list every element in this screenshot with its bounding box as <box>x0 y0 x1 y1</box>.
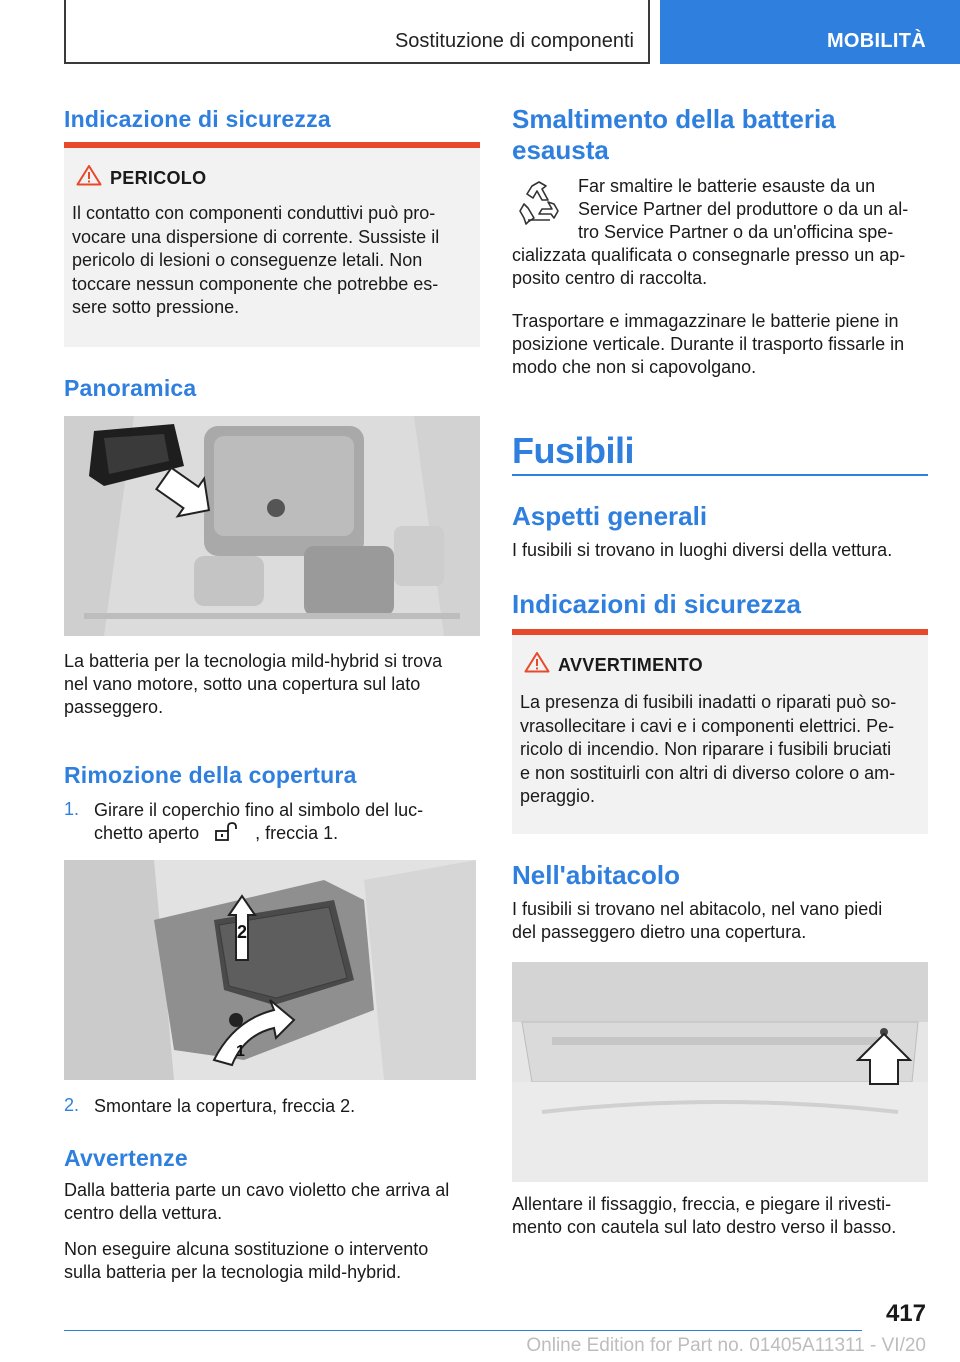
transport-text: Trasportare e immagazzinare le batterie piene in posizione verticale. Durante il trasporto fissarle in modo che non si capovolgano. <box>512 311 905 377</box>
battery-cover-photo <box>64 860 476 1080</box>
danger-label: PERICOLO <box>110 168 207 188</box>
step-1-text: Girare il coperchio fino al simbolo del luc- chetto aperto , freccia 1. <box>94 800 424 843</box>
recycling-icon <box>514 180 564 232</box>
warning-triangle-icon <box>524 651 550 673</box>
header-section-box <box>64 0 650 64</box>
disposal-heading: Smaltimento della batteria esausta <box>512 104 836 165</box>
notes-text-1: Dalla batteria parte un cavo violetto che arriva al centro della vettura. <box>64 1180 450 1223</box>
footer-rule <box>64 1330 862 1331</box>
general-heading: Aspetti generali <box>512 501 708 531</box>
removal-heading: Rimozione della copertura <box>64 762 357 788</box>
header-section-title: Sostituzione di componenti <box>394 30 634 52</box>
photo-label-1: 1 <box>236 1043 245 1060</box>
chapter-tab-label: MOBILITÀ <box>826 30 926 52</box>
notes-heading: Avvertenze <box>64 1145 188 1171</box>
warning-label: AVVERTIMENTO <box>558 655 703 675</box>
step-2-number: 2. <box>64 1095 80 1115</box>
warning-box <box>512 629 928 834</box>
danger-box <box>64 142 480 347</box>
notes-text-2: Non eseguire alcuna sostituzione o intervento sulla batteria per la tecnologia mild-hybrid. <box>64 1239 429 1282</box>
cabin-text: I fusibili si trovano nel abitacolo, nel vano piedi del passeggero dietro una copertura. <box>512 899 883 942</box>
fuses-title-rule <box>512 474 928 476</box>
step-2-text: Smontare la copertura, freccia 2. <box>94 1096 356 1116</box>
engine-bay-photo <box>64 416 480 636</box>
unlocked-padlock-icon <box>208 822 246 842</box>
overview-heading: Panoramica <box>64 375 197 401</box>
cover-text: Allentare il fissaggio, freccia, e piegare il rivesti- mento con cautela sul lato destro verso il basso. <box>512 1194 897 1237</box>
safety-heading: Indicazione di sicurezza <box>64 106 331 132</box>
edition-text: Online Edition for Part no. 01405A11311 - VI/20 <box>526 1335 926 1356</box>
disposal-text-top: Far smaltire le batterie esauste da un Service Partner del produttore o da un al- tro Service Partner o da un'officina spe- <box>578 176 909 242</box>
fuse-safety-heading: Indicazioni di sicurezza <box>512 589 801 619</box>
general-text: I fusibili si trovano in luoghi diversi della vettura. <box>512 540 893 560</box>
disposal-text-bottom: cializzata qualificata o consegnarle presso un ap- posito centro di raccolta. <box>512 245 906 288</box>
chapter-tab[interactable] <box>660 0 960 64</box>
warning-text: La presenza di fusibili inadatti o riparati può so- vrasollecitare i cavi e i componenti elettrici. Pe- ricolo di incendio. Non riparare i fusibili bruciati e non sostituirli con altri di diverso colore o am- peraggio. <box>520 692 897 806</box>
footwell-cover-photo <box>512 962 928 1182</box>
danger-text: Il contatto con componenti conduttivi può pro- vocare una dispersione di corrente. Sussiste il pericolo di lesioni o conseguenze letali. Non toccare nessun componente che potrebbe es- sere sotto pressione. <box>72 203 440 317</box>
page-number: 417 <box>885 1300 926 1327</box>
warning-triangle-icon <box>76 164 102 186</box>
cabin-heading: Nell'abitacolo <box>512 860 680 890</box>
overview-text: La batteria per la tecnologia mild-hybrid si trova nel vano motore, sotto una copertura sul lato passeggero. <box>64 651 443 717</box>
fuses-title: Fusibili <box>512 430 634 471</box>
step-1-number: 1. <box>64 799 80 819</box>
photo-label-2: 2 <box>236 922 248 942</box>
